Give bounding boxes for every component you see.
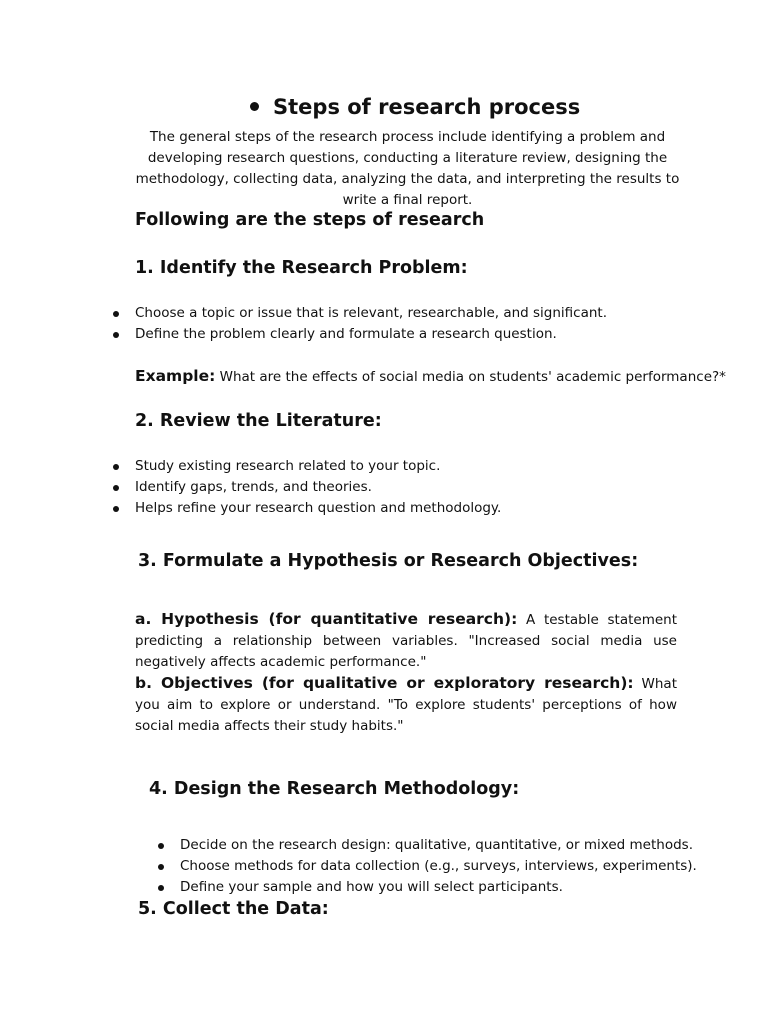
step1-example [135,366,726,388]
example-text: What are the effects of social media on students' academic performance?* [215,369,726,385]
bullet-icon [158,885,164,891]
step1-bullet-list [110,303,710,345]
following-heading: Following are the steps of research [135,210,485,230]
bullet-icon [113,464,119,470]
page-title-text: Steps of research process [273,95,581,119]
bullet-icon [158,864,164,870]
page-title [250,95,580,119]
step3-heading: 3. Formulate a Hypothesis or Research Objectives: [138,551,639,571]
hypothesis-label: a. Hypothesis (for quantitative research): [135,610,518,628]
list-item: Helps refine your research question and methodology. [110,498,710,519]
bullet-icon [113,311,119,317]
list-item: Decide on the research design: qualitative, quantitative, or mixed methods. [155,835,715,856]
step3-objectives [135,673,677,737]
bullet-icon [158,843,164,849]
list-item: Choose a topic or issue that is relevant, researchable, and significant. [110,303,710,324]
step4-bullet-list [155,835,715,898]
bullet-icon [113,485,119,491]
step3-hypothesis [135,609,677,673]
list-item: Study existing research related to your topic. [110,456,710,477]
title-bullet-icon [250,102,259,111]
list-item: Define your sample and how you will select participants. [155,877,715,898]
step4-heading: 4. Design the Research Methodology: [149,779,520,799]
objectives-label: b. Objectives (for qualitative or exploratory research): [135,674,634,692]
hypothesis-text: A testable statement predicting a relationship between variables. "Increased social media use negatively affects academic performance." [135,612,677,670]
bullet-icon [113,332,119,338]
step2-heading: 2. Review the Literature: [135,411,382,431]
list-item: Choose methods for data collection (e.g., surveys, interviews, experiments). [155,856,715,877]
objectives-text: What you aim to explore or understand. "To explore students' perceptions of how social media affects their study habits." [135,676,678,734]
step1-heading: 1. Identify the Research Problem: [135,258,468,278]
list-item: Define the problem clearly and formulate a research question. [110,324,710,345]
example-label: Example: [135,367,216,385]
bullet-icon [113,506,119,512]
list-item: Identify gaps, trends, and theories. [110,477,710,498]
step5-heading: 5. Collect the Data: [138,899,329,919]
step2-bullet-list [110,456,710,519]
intro-paragraph: The general steps of the research process include identifying a problem and developing research questions, conducting a literature review, designing the methodology, collecting data, analyzing the data, and interpreting the results to write a final report. [135,129,680,208]
